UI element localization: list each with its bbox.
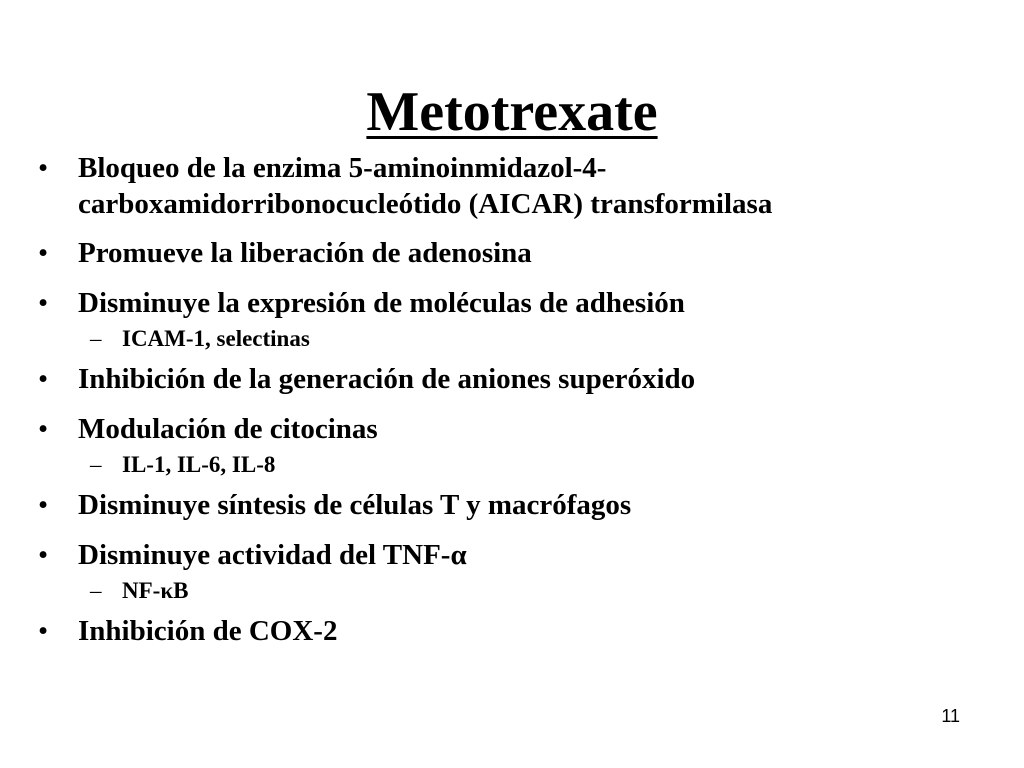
bullet-marker: • — [38, 363, 49, 395]
dash-marker: – — [90, 452, 102, 477]
dash-marker: – — [90, 326, 102, 351]
bullet-marker: • — [38, 489, 49, 521]
bullet-text: Disminuye síntesis de células T y macrófagos — [78, 489, 632, 521]
bullet-text: Promueve la liberación de adenosina — [78, 237, 532, 269]
sub-bullet-item — [38, 324, 978, 354]
bullet-item — [38, 410, 978, 448]
bullet-item — [38, 234, 978, 272]
bullet-marker: • — [38, 615, 49, 647]
bullet-text: Disminuye actividad del TNF-α — [78, 539, 467, 571]
bullet-item — [38, 284, 978, 322]
bullet-item — [38, 150, 978, 222]
sub-bullet-text: ICAM-1, selectinas — [122, 326, 310, 351]
bullet-text: Inhibición de COX-2 — [78, 615, 338, 647]
bullet-text: Disminuye la expresión de moléculas de adhesión — [78, 287, 685, 319]
sub-bullet-text: IL-1, IL-6, IL-8 — [122, 452, 276, 477]
sub-bullet-item — [38, 576, 978, 606]
bullet-item — [38, 360, 978, 398]
bullet-list — [38, 150, 978, 650]
bullet-marker: • — [38, 539, 49, 571]
bullet-text: Bloqueo de la enzima 5-aminoinmidazol-4-carboxamidorribonocucleótido (AICAR) transformilasa — [78, 152, 773, 220]
bullet-marker: • — [38, 237, 49, 269]
bullet-marker: • — [38, 152, 49, 184]
bullet-item — [38, 486, 978, 524]
slide-title: Metotrexate — [366, 80, 658, 143]
sub-bullet-text: NF-κB — [122, 578, 189, 603]
dash-marker: – — [90, 578, 102, 603]
bullet-marker: • — [38, 287, 49, 319]
bullet-text: Modulación de citocinas — [78, 413, 378, 445]
bullet-marker: • — [38, 413, 49, 445]
bullet-item — [38, 536, 978, 574]
sub-bullet-item — [38, 450, 978, 480]
bullet-text: Inhibición de la generación de aniones superóxido — [78, 363, 696, 395]
page-number: 11 — [941, 706, 960, 726]
bullet-item — [38, 612, 978, 650]
